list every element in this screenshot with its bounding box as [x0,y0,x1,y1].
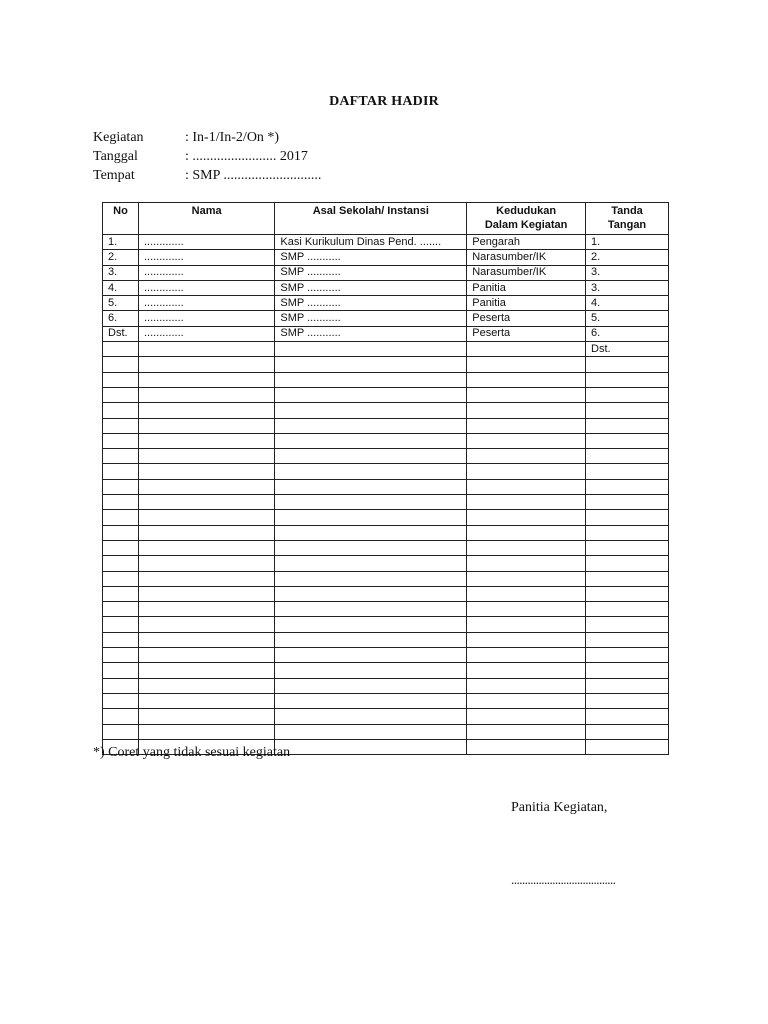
cell-asal-sekolah [275,663,467,678]
cell-nama [138,342,274,357]
table-row [103,357,669,372]
cell-asal-sekolah [275,495,467,510]
cell-nama: ............. [138,280,274,295]
cell-asal-sekolah [275,403,467,418]
cell-nama [138,464,274,479]
cell-kedudukan: Peserta [467,311,586,326]
cell-kedudukan [467,449,586,464]
cell-asal-sekolah [275,632,467,647]
table-row [103,586,669,601]
cell-nama [138,648,274,663]
cell-asal-sekolah: SMP ........... [275,265,467,280]
cell-nama [138,693,274,708]
cell-no [103,387,139,402]
cell-no: 4. [103,280,139,295]
table-row [103,556,669,571]
cell-nama [138,709,274,724]
cell-nama [138,678,274,693]
table-row [103,311,669,326]
cell-asal-sekolah [275,556,467,571]
meta-label: Kegiatan [93,130,144,145]
cell-tanda-tangan [586,571,669,586]
cell-tanda-tangan [586,540,669,555]
cell-nama: ............. [138,250,274,265]
cell-no [103,372,139,387]
meta-label: Tempat [93,168,135,183]
cell-nama [138,433,274,448]
cell-nama [138,372,274,387]
cell-asal-sekolah: SMP ........... [275,250,467,265]
table-row [103,479,669,494]
cell-tanda-tangan [586,724,669,739]
cell-tanda-tangan [586,693,669,708]
cell-tanda-tangan [586,739,669,754]
cell-no: Dst. [103,326,139,341]
table-row [103,709,669,724]
cell-tanda-tangan [586,648,669,663]
header-nama: Nama [138,203,274,235]
cell-nama: ............. [138,235,274,250]
table-header-row [103,203,669,235]
cell-tanda-tangan [586,556,669,571]
cell-no: 6. [103,311,139,326]
cell-tanda-tangan [586,449,669,464]
cell-kedudukan [467,403,586,418]
cell-asal-sekolah: SMP ........... [275,326,467,341]
table-row [103,663,669,678]
cell-no [103,403,139,418]
cell-no [103,357,139,372]
cell-kedudukan [467,632,586,647]
cell-kedudukan: Panitia [467,280,586,295]
document-title: DAFTAR HADIR [329,94,439,109]
cell-tanda-tangan [586,663,669,678]
cell-asal-sekolah: Kasi Kurikulum Dinas Pend. ....... [275,235,467,250]
cell-tanda-tangan: 4. [586,296,669,311]
cell-kedudukan [467,586,586,601]
table-row [103,617,669,632]
attendance-table [102,202,669,755]
cell-asal-sekolah [275,709,467,724]
cell-nama [138,540,274,555]
cell-tanda-tangan: 6. [586,326,669,341]
cell-no: 1. [103,235,139,250]
cell-no [103,464,139,479]
table-row [103,693,669,708]
cell-kedudukan: Peserta [467,326,586,341]
cell-tanda-tangan [586,357,669,372]
cell-asal-sekolah [275,342,467,357]
meta-row-kegiatan [93,128,321,147]
cell-no [103,709,139,724]
cell-kedudukan [467,571,586,586]
cell-kedudukan [467,342,586,357]
cell-no: 3. [103,265,139,280]
cell-no [103,586,139,601]
cell-tanda-tangan: 3. [586,265,669,280]
cell-nama: ............. [138,326,274,341]
cell-kedudukan [467,693,586,708]
table-row [103,571,669,586]
cell-asal-sekolah [275,387,467,402]
table-row [103,250,669,265]
cell-tanda-tangan [586,678,669,693]
cell-kedudukan [467,372,586,387]
cell-kedudukan [467,602,586,617]
cell-kedudukan [467,648,586,663]
cell-asal-sekolah [275,693,467,708]
cell-tanda-tangan [586,495,669,510]
table-row [103,433,669,448]
cell-kedudukan [467,724,586,739]
cell-asal-sekolah [275,739,467,754]
cell-no [103,678,139,693]
signature-label: Panitia Kegiatan, [511,800,608,815]
cell-no [103,602,139,617]
cell-asal-sekolah [275,510,467,525]
cell-nama: ............. [138,296,274,311]
table-row [103,403,669,418]
cell-no [103,449,139,464]
cell-tanda-tangan [586,617,669,632]
cell-no [103,418,139,433]
cell-asal-sekolah [275,433,467,448]
cell-no [103,632,139,647]
cell-no [103,479,139,494]
cell-no [103,663,139,678]
cell-tanda-tangan [586,372,669,387]
cell-tanda-tangan [586,586,669,601]
cell-kedudukan [467,387,586,402]
header-kedudukan: Kedudukan Dalam Kegiatan [467,203,586,235]
cell-nama [138,510,274,525]
table-row [103,326,669,341]
cell-asal-sekolah [275,479,467,494]
cell-no [103,342,139,357]
table-row [103,235,669,250]
cell-tanda-tangan [586,525,669,540]
cell-asal-sekolah [275,372,467,387]
header-tanda-tangan: Tanda Tangan [586,203,669,235]
cell-tanda-tangan [586,602,669,617]
cell-asal-sekolah: SMP ........... [275,296,467,311]
cell-no [103,525,139,540]
meta-row-tempat [93,166,321,185]
cell-nama [138,724,274,739]
cell-kedudukan [467,464,586,479]
table-row [103,387,669,402]
cell-kedudukan [467,556,586,571]
meta-value: : SMP ............................ [185,168,322,183]
cell-tanda-tangan [586,418,669,433]
cell-no [103,540,139,555]
cell-asal-sekolah [275,525,467,540]
table-row [103,602,669,617]
cell-kedudukan [467,709,586,724]
cell-nama: ............. [138,265,274,280]
cell-nama [138,663,274,678]
cell-tanda-tangan [586,709,669,724]
table-row [103,540,669,555]
signature-line: ...................................... [511,872,616,887]
cell-asal-sekolah [275,724,467,739]
cell-asal-sekolah: SMP ........... [275,280,467,295]
cell-kedudukan [467,495,586,510]
cell-no [103,510,139,525]
cell-asal-sekolah [275,617,467,632]
table-row [103,296,669,311]
cell-asal-sekolah [275,449,467,464]
cell-tanda-tangan [586,510,669,525]
cell-tanda-tangan [586,464,669,479]
cell-asal-sekolah [275,602,467,617]
table-row [103,632,669,647]
table-row [103,510,669,525]
header-asal-sekolah: Asal Sekolah/ Instansi [275,203,467,235]
cell-tanda-tangan [586,632,669,647]
cell-asal-sekolah [275,571,467,586]
meta-value: : In-1/In-2/On *) [185,130,280,145]
cell-nama [138,495,274,510]
cell-asal-sekolah [275,678,467,693]
cell-kedudukan: Narasumber/IK [467,250,586,265]
cell-nama [138,418,274,433]
cell-kedudukan [467,479,586,494]
cell-nama [138,357,274,372]
cell-no [103,433,139,448]
cell-tanda-tangan [586,433,669,448]
cell-kedudukan [467,663,586,678]
cell-no [103,693,139,708]
cell-kedudukan [467,510,586,525]
cell-asal-sekolah: SMP ........... [275,311,467,326]
table-row [103,449,669,464]
meta-label: Tanggal [93,149,138,164]
cell-tanda-tangan: 5. [586,311,669,326]
table-body [103,235,669,755]
cell-kedudukan [467,525,586,540]
cell-kedudukan [467,540,586,555]
cell-no [103,556,139,571]
table-row [103,342,669,357]
cell-kedudukan: Narasumber/IK [467,265,586,280]
cell-no: 2. [103,250,139,265]
cell-asal-sekolah [275,586,467,601]
cell-nama [138,617,274,632]
cell-nama [138,403,274,418]
cell-nama [138,387,274,402]
meta-row-tanggal [93,147,321,166]
cell-nama [138,449,274,464]
table-row [103,495,669,510]
meta-value: : ........................ 2017 [185,149,308,164]
footnote: *) Coret yang tidak sesuai kegiatan [93,745,291,760]
cell-tanda-tangan [586,479,669,494]
cell-no [103,724,139,739]
table-row [103,648,669,663]
cell-nama [138,602,274,617]
table-row [103,280,669,295]
activity-info [93,128,321,185]
table-row [103,418,669,433]
cell-kedudukan [467,357,586,372]
cell-tanda-tangan: 1. [586,235,669,250]
cell-no [103,495,139,510]
cell-nama [138,525,274,540]
table-row [103,464,669,479]
cell-nama [138,586,274,601]
cell-no [103,571,139,586]
cell-kedudukan: Panitia [467,296,586,311]
cell-tanda-tangan [586,387,669,402]
cell-no [103,617,139,632]
cell-kedudukan [467,433,586,448]
cell-nama [138,556,274,571]
cell-asal-sekolah [275,357,467,372]
cell-asal-sekolah [275,648,467,663]
cell-tanda-tangan [586,403,669,418]
table-row [103,678,669,693]
header-no: No [103,203,139,235]
cell-kedudukan: Pengarah [467,235,586,250]
cell-nama [138,479,274,494]
cell-kedudukan [467,617,586,632]
cell-no [103,648,139,663]
cell-nama [138,571,274,586]
table-row [103,724,669,739]
cell-tanda-tangan: 2. [586,250,669,265]
cell-asal-sekolah [275,464,467,479]
table-row [103,525,669,540]
cell-nama [138,632,274,647]
cell-no: 5. [103,296,139,311]
cell-kedudukan [467,418,586,433]
cell-kedudukan [467,739,586,754]
cell-nama: ............. [138,311,274,326]
table-row [103,372,669,387]
cell-kedudukan [467,678,586,693]
cell-asal-sekolah [275,540,467,555]
cell-tanda-tangan: Dst. [586,342,669,357]
cell-tanda-tangan: 3. [586,280,669,295]
cell-asal-sekolah [275,418,467,433]
table-row [103,265,669,280]
